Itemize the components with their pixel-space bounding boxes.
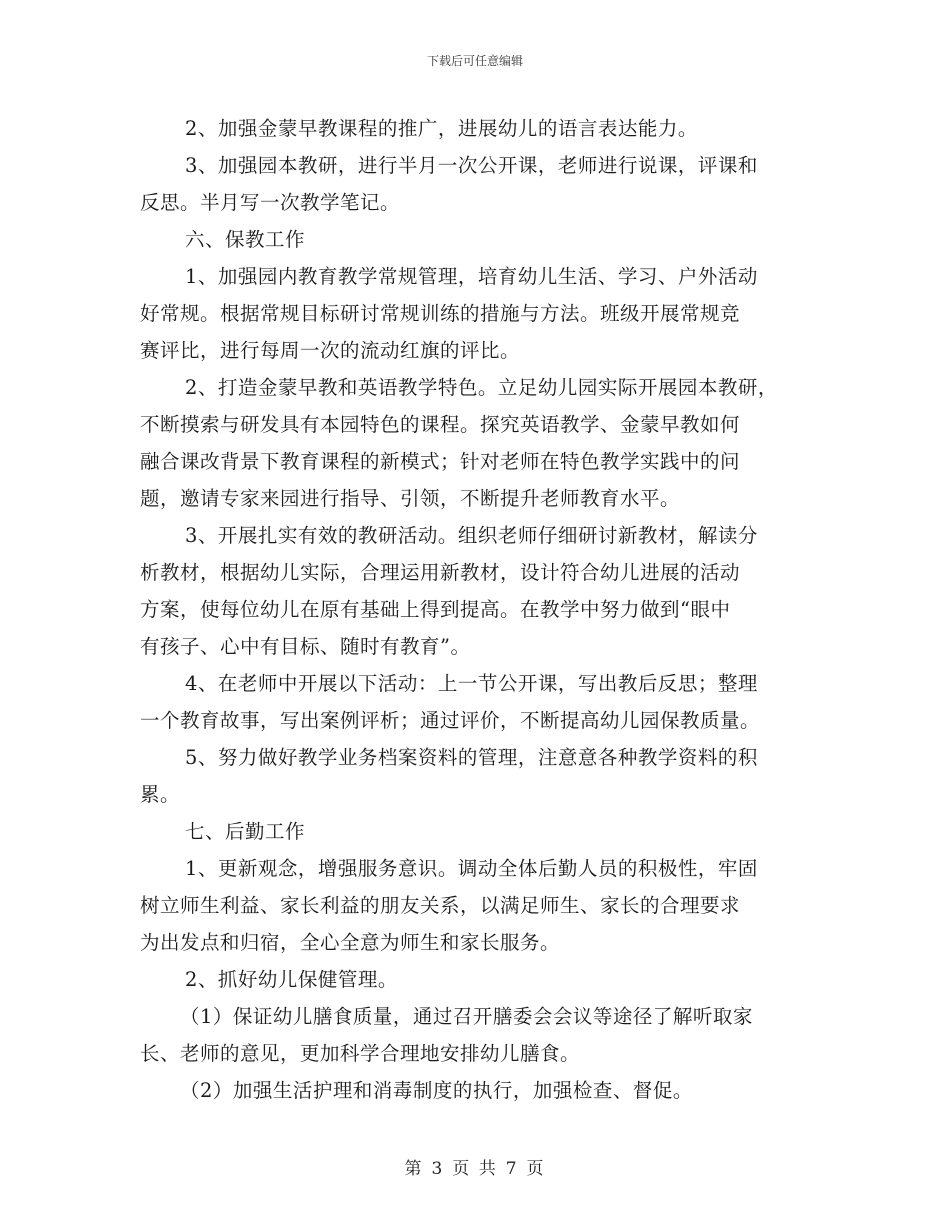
text-line: 赛评比，进行每周一次的流动红旗的评比。 [140,339,521,362]
text-line: 题，邀请专家来园进行指导、引领，不断提升老师教育水平。 [140,487,681,510]
text-line: 1、更新观念，增强服务意识。调动全体后勤人员的积极性，牢固 [185,857,758,880]
footer-suffix: 页 [526,1159,546,1179]
text-line: 4、在老师中开展以下活动：上一节公开课，写出教后反思；整理 [185,672,758,695]
text-line: 为出发点和归宿，全心全意为师生和家长服务。 [140,931,561,954]
text-line: 2、抓好幼儿保健管理。 [185,968,398,991]
text-line: 六、保教工作 [185,228,306,251]
footer-prefix: 第 [404,1159,424,1179]
text-line: 析教材，根据幼儿实际，合理运用新教材，设计符合幼儿进展的活动 [140,561,741,584]
text-line: 方案，使每位幼儿在原有基础上得到提高。在教学中努力做到“眼中 [140,598,731,621]
text-line: 2、打造金蒙早教和英语教学特色。立足幼儿园实际开展园本教研， [185,376,778,399]
text-line: 不断摸索与研发具有本园特色的课程。探究英语教学、金蒙早教如何 [140,413,741,436]
text-line: 3、开展扎实有效的教研活动。组织老师仔细研讨新教材，解读分 [185,524,758,547]
footer-total-pages: 7 [505,1159,519,1179]
text-line: 树立师生利益、家长利益的朋友关系，以满足师生、家长的合理要求 [140,894,741,917]
text-line: 2、加强金蒙早教课程的推广，进展幼儿的语言表达能力。 [185,117,698,140]
document-body [140,110,820,1109]
text-line: （1）保证幼儿膳食质量，通过召开膳委会会议等途径了解听取家 [180,1005,753,1028]
page-footer [0,1154,950,1179]
footer-page-number: 3 [431,1159,445,1179]
text-line: 5、努力做好教学业务档案资料的管理，注意意各种教学资料的积 [185,746,758,769]
text-line: 好常规。根据常规目标研讨常规训练的措施与方法。班级开展常规竞 [140,302,741,325]
text-line: 反思。半月写一次教学笔记。 [140,191,401,214]
text-line: 有孩子、心中有目标、随时有教育”。 [140,635,471,658]
text-line: 3、加强园本教研，进行半月一次公开课，老师进行说课，评课和 [185,154,758,177]
footer-middle: 页 共 [452,1159,498,1179]
text-line: 一个教育故事，写出案例评析；通过评价，不断提高幼儿园保教质量。 [140,709,761,732]
text-line: 1、加强园内教育教学常规管理，培育幼儿生活、学习、户外活动 [185,265,758,288]
text-line: 累。 [140,783,181,806]
text-line: 融合课改背景下教育课程的新模式；针对老师在特色教学实践中的问 [140,450,741,473]
text-line: 七、后勤工作 [185,820,306,843]
text-line: 长、老师的意见，更加科学合理地安排幼儿膳食。 [140,1042,581,1065]
text-line: （2）加强生活护理和消毒制度的执行，加强检查、督促。 [180,1079,693,1102]
page-header: 下载后可任意编辑 [426,54,523,68]
